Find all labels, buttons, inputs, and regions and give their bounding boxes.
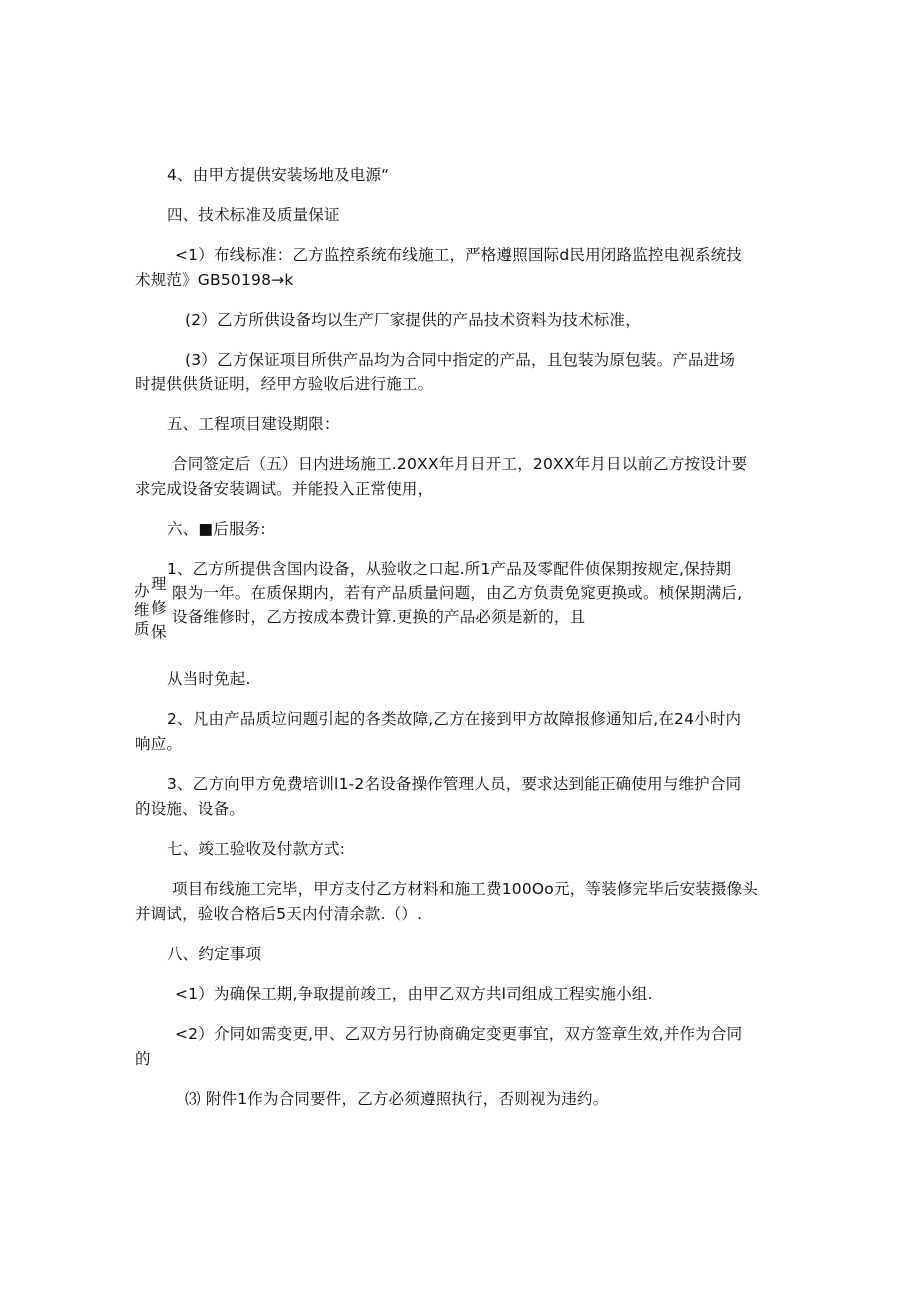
standard-2: (2）乙方所供设备均以生产厂家提供的产品技术资料为技术标准， — [185, 311, 641, 329]
agreement-3: ⑶ 附件1作为合同要件，乙方必须遵照执行，否则视为违约。 — [185, 1090, 609, 1108]
service-3-line1: 3、乙方向甲方免费培训l1-2名设备操作管理人员，要求达到能正确使用与维护合同 — [167, 775, 742, 793]
service-3-line2: 的设施、设备。 — [135, 800, 245, 818]
service-2-line2: 响应。 — [135, 735, 183, 753]
agreement-2-line1: <2）介同如需变更,甲、乙双方另行协商确定变更事宜，双方签章生效,并作为合同 — [175, 1025, 743, 1043]
service-1-line3: 设备维修时，乙方按成本费计算.更换的产品必须是新的，且 — [172, 608, 586, 626]
period-line2: 求完成设备安装调试。并能投入正常使用， — [135, 480, 434, 498]
section-5-heading: 五、工程项目建设期限： — [167, 415, 340, 433]
margin-char-bao: 保 — [151, 623, 167, 641]
section-6-heading: 六、■后服务: — [167, 520, 266, 538]
agreement-2-line2: 的 — [135, 1050, 151, 1068]
standard-3-line1: (3）乙方保证项目所供产品均为合同中指定的产品，且包装为原包装。产品进场 — [185, 351, 736, 369]
section-7-heading: 七、竣工验收及付款方式: — [167, 840, 346, 858]
margin-char-wei: 维 — [134, 601, 150, 619]
section-4-heading: 四、技术标准及质量保证 — [167, 206, 340, 224]
margin-char-ban: 办 — [134, 582, 150, 600]
standard-3-line2: 时提供供货证明，经甲方验收后进行施工。 — [135, 375, 434, 393]
period-line1: 合同签定后（五）日内进场施工.20XX年月日开工，20XX年月日以前乙方按设计要 — [172, 455, 748, 473]
margin-char-xiu: 修 — [151, 599, 167, 617]
margin-char-zhi: 质 — [134, 620, 150, 638]
standard-1-line2: 术规范》GB50198→k — [135, 271, 294, 289]
payment-line2: 并调试，验收合格后5天内付清余款.（）. — [135, 905, 423, 923]
service-1-line4: 从当时免起. — [167, 670, 251, 688]
standard-1-line1: <1）布线标准：乙方监控系统布线施工，严格遵照国际d民用闭路监控电视系统技 — [175, 246, 743, 264]
service-1-line1: 1、乙方所提供含国内设备，从验收之口起.所1产品及零配件侦保期按规定,保持期 — [167, 560, 732, 578]
service-1-line2: 限为一年。在质保期内，若有产品质量问题，由乙方负责免窕更换或。桢保期满后, — [172, 584, 743, 602]
item-4-power: 4、由甲方提供安装场地及电源“ — [167, 166, 390, 184]
service-2-line1: 2、凡由产品质垃问题引起的各类故障,乙方在接到甲方故障报修通知后,在24小时内 — [167, 710, 742, 728]
payment-line1: 项目布线施工完毕，甲方支付乙方材料和施工费100Oo元，等装修完毕后安装摄像头 — [172, 880, 759, 898]
agreement-1: <1）为确保工期,争取提前竣工，由甲乙双方共l司组成工程实施小组. — [175, 985, 653, 1003]
section-8-heading: 八、约定事项 — [167, 945, 262, 963]
margin-char-li: 理 — [151, 575, 167, 593]
